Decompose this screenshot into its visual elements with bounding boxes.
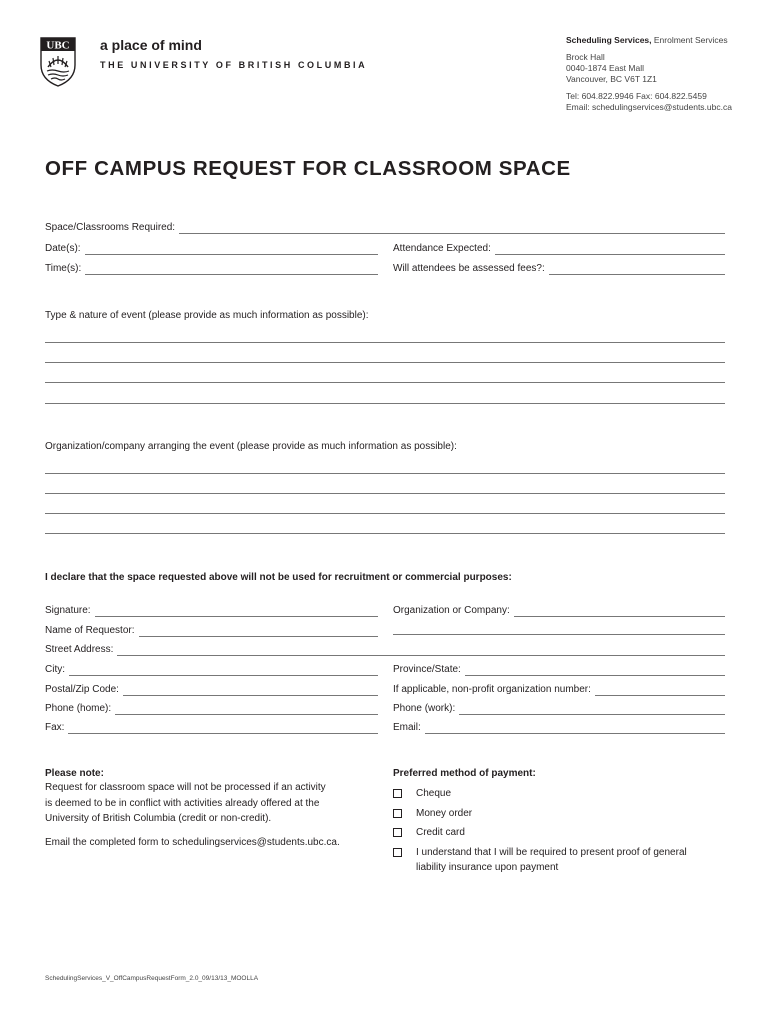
street-line[interactable]	[117, 645, 725, 656]
note-line-3: University of British Columbia (credit or non-credit).	[45, 813, 272, 824]
payment-option-money-order[interactable]	[393, 806, 472, 821]
svg-text:UBC: UBC	[46, 39, 70, 52]
postal-label: Postal/Zip Code:	[45, 684, 119, 695]
contact-city: Vancouver, BC V6T 1Z1	[566, 74, 657, 84]
phone-work-label: Phone (work):	[393, 703, 456, 714]
payment-option-credit-card[interactable]	[393, 825, 465, 840]
space-field[interactable]	[45, 222, 725, 234]
nonprofit-label: If applicable, non-profit organization number:	[393, 684, 591, 695]
fees-line[interactable]	[549, 264, 725, 275]
event-type-line-4[interactable]	[45, 403, 725, 404]
requestor-field[interactable]	[45, 625, 378, 637]
attendance-line[interactable]	[495, 244, 725, 255]
street-field[interactable]	[45, 644, 725, 656]
province-field[interactable]	[393, 664, 725, 676]
phone-work-line[interactable]	[459, 704, 725, 715]
city-line[interactable]	[69, 665, 378, 676]
organization-line-3[interactable]	[45, 513, 725, 514]
contact-street: 0040-1874 East Mall	[566, 63, 644, 73]
declaration-text: I declare that the space requested above will not be used for recruitment or commercial purposes:	[45, 572, 512, 583]
times-field[interactable]	[45, 263, 378, 275]
postal-field[interactable]	[45, 684, 378, 696]
form-footer-code: SchedulingServices_V_OffCampusRequestForm_2.0_09/13/13_MOOLLA	[45, 975, 259, 982]
credit-card-checkbox[interactable]	[393, 828, 402, 837]
city-label: City:	[45, 664, 65, 675]
org-company-line-2[interactable]	[393, 634, 725, 635]
money-order-label: Money order	[416, 808, 473, 819]
fees-field[interactable]	[393, 263, 725, 275]
note-line-2: is deemed to be in conflict with activities already offered at the	[45, 797, 320, 809]
payment-heading: Preferred method of payment:	[393, 768, 536, 779]
contact-phone: Tel: 604.822.9946 Fax: 604.822.5459	[566, 91, 707, 101]
contact-email: Email: schedulingservices@students.ubc.ca	[566, 102, 732, 112]
fees-label: Will attendees be assessed fees?:	[393, 263, 545, 274]
event-type-label: Type & nature of event (please provide as much information as possible):	[45, 310, 369, 321]
requestor-line[interactable]	[139, 626, 379, 637]
fax-label: Fax:	[45, 722, 65, 733]
city-field[interactable]	[45, 664, 378, 676]
event-type-line-2[interactable]	[45, 362, 725, 363]
dates-line[interactable]	[85, 244, 378, 255]
province-line[interactable]	[465, 665, 725, 676]
signature-field[interactable]	[45, 605, 378, 617]
money-order-checkbox[interactable]	[393, 809, 402, 818]
org-company-label: Organization or Company:	[393, 605, 510, 616]
event-type-line-3[interactable]	[45, 382, 725, 383]
payment-option-cheque[interactable]	[393, 786, 451, 801]
times-label: Time(s):	[45, 263, 82, 274]
dept-division: Enrolment Services	[651, 35, 728, 45]
nonprofit-line[interactable]	[595, 685, 725, 696]
form-title: OFF CAMPUS REQUEST FOR CLASSROOM SPACE	[45, 157, 571, 180]
insurance-line-2: liability insurance upon payment	[416, 862, 559, 873]
credit-card-label: Credit card	[416, 827, 465, 838]
attendance-label: Attendance Expected:	[393, 243, 491, 254]
signature-line[interactable]	[95, 606, 378, 617]
space-line[interactable]	[179, 223, 725, 234]
insurance-acknowledgement[interactable]	[393, 845, 723, 875]
signature-label: Signature:	[45, 605, 91, 616]
note-heading: Please note:	[45, 768, 104, 779]
note-block	[45, 768, 385, 850]
contact-building: Brock Hall	[566, 52, 605, 62]
dates-field[interactable]	[45, 243, 378, 255]
note-line-1: Request for classroom space will not be processed if an activity	[45, 782, 326, 793]
phone-home-label: Phone (home):	[45, 703, 112, 714]
insurance-line-1: I understand that I will be required to present proof of general	[416, 847, 687, 858]
phone-work-field[interactable]	[393, 703, 725, 715]
dept-name: Scheduling Services,	[566, 35, 652, 45]
email-field[interactable]	[393, 722, 725, 734]
ubc-crest-logo	[40, 37, 76, 87]
street-label: Street Address:	[45, 644, 114, 655]
fax-line[interactable]	[68, 723, 378, 734]
attendance-field[interactable]	[393, 243, 725, 255]
email-line[interactable]	[425, 723, 725, 734]
fax-field[interactable]	[45, 722, 378, 734]
organization-line-4[interactable]	[45, 533, 725, 534]
requestor-label: Name of Requestor:	[45, 625, 135, 636]
note-email-line: Email the completed form to schedulingservices@students.ubc.ca.	[45, 836, 340, 848]
email-label: Email:	[393, 722, 421, 733]
times-line[interactable]	[85, 264, 378, 275]
phone-home-line[interactable]	[115, 704, 378, 715]
cheque-label: Cheque	[416, 788, 452, 799]
province-label: Province/State:	[393, 664, 461, 675]
org-company-field[interactable]	[393, 605, 725, 617]
organization-line-1[interactable]	[45, 473, 725, 474]
tagline: a place of mind	[100, 37, 202, 53]
organization-label: Organization/company arranging the event (please provide as much information as possible):	[45, 441, 457, 452]
space-label: Space/Classrooms Required:	[45, 222, 176, 233]
university-name: THE UNIVERSITY OF BRITISH COLUMBIA	[100, 60, 368, 70]
org-company-line[interactable]	[514, 606, 725, 617]
insurance-checkbox[interactable]	[393, 848, 402, 857]
cheque-checkbox[interactable]	[393, 789, 402, 798]
phone-home-field[interactable]	[45, 703, 378, 715]
nonprofit-field[interactable]	[393, 684, 725, 696]
dates-label: Date(s):	[45, 243, 81, 254]
event-type-line-1[interactable]	[45, 342, 725, 343]
postal-line[interactable]	[123, 685, 378, 696]
contact-block	[566, 35, 766, 113]
organization-line-2[interactable]	[45, 493, 725, 494]
